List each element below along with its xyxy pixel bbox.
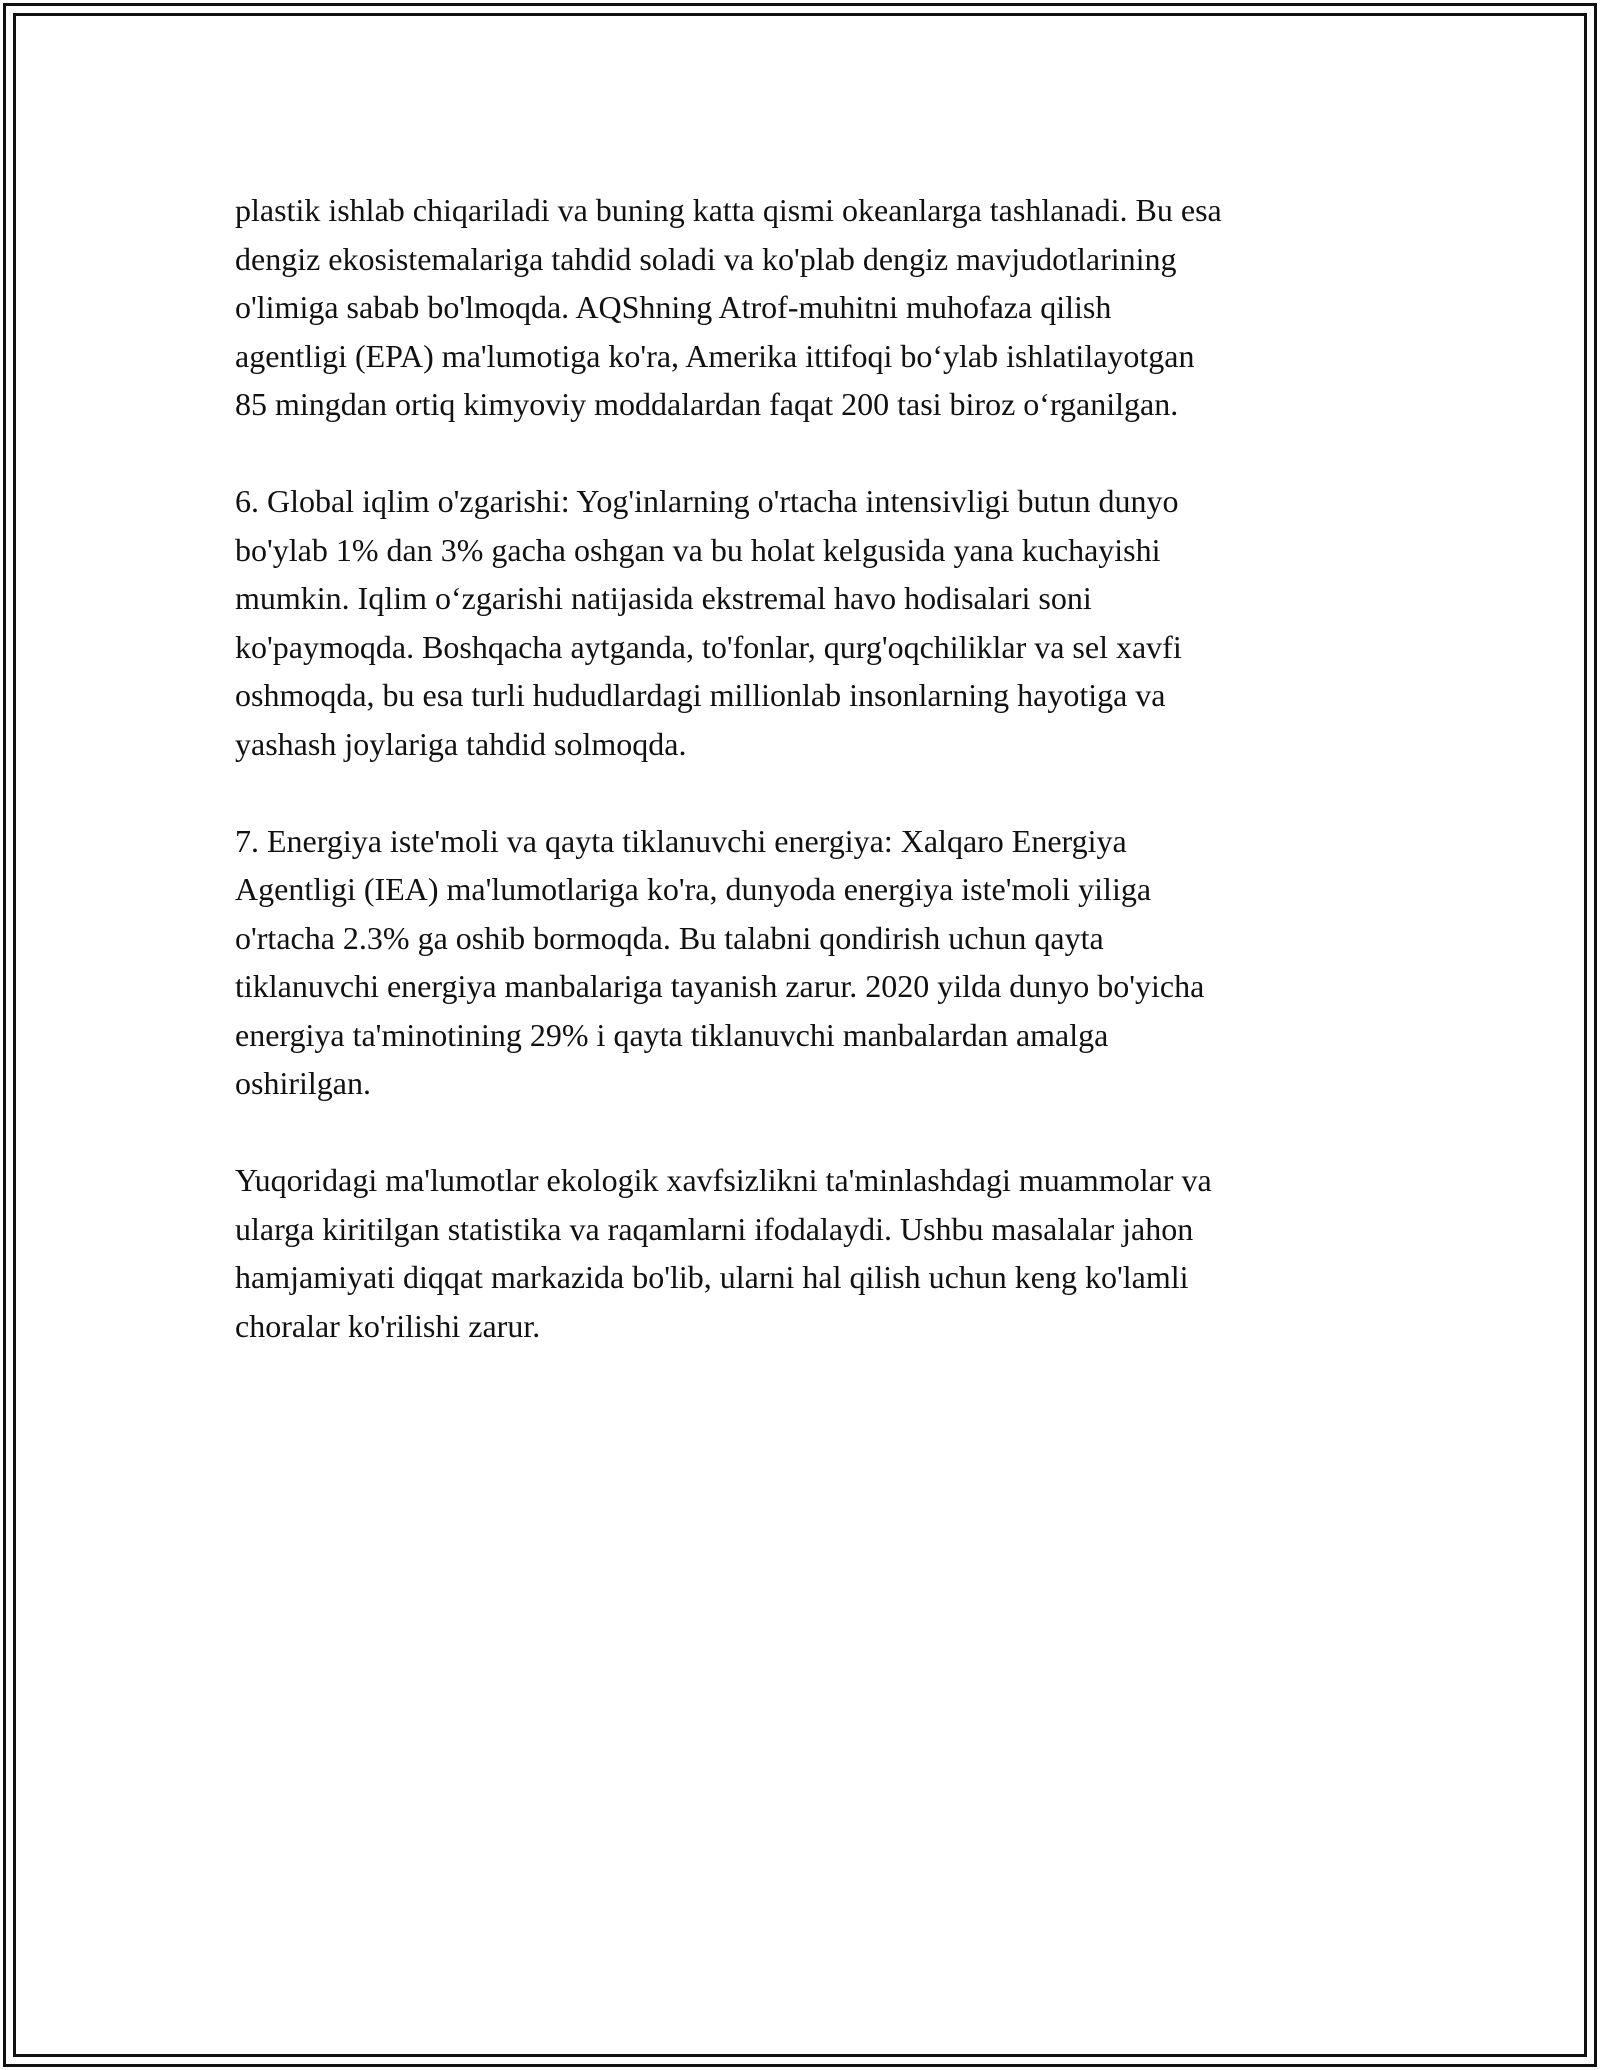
paragraph-plastic-continuation: plastik ishlab chiqariladi va buning katta qismi okeanlarga tashlanadi. Bu esa dengiz ekosistemalariga tahdid soladi va ko'plab dengiz mavjudotlarining o'limiga sabab bo'lmoqda. AQShning Atrof-muhitni muhofaza qilish agentligi (EPA) ma'lumotiga ko'ra, Amerika ittifoqi bo‘ylab ishlatilayotgan 85 mingdan ortiq kimyoviy moddalardan faqat 200 tasi biroz o‘rganilgan. xyxy=(235,192,1222,422)
document-body xyxy=(235,186,1385,1399)
paragraph-conclusion: Yuqoridagi ma'lumotlar ekologik xavfsizlikni ta'minlashdagi muammolar va ularga kiritilgan statistika va raqamlarni ifodalaydi. Ushbu masalalar jahon hamjamiyati diqqat markazida bo'lib, ularni hal qilish uchun keng ko'lamli choralar ko'rilishi zarur. xyxy=(235,1162,1212,1344)
paragraph-energy: 7. Energiya iste'moli va qayta tiklanuvchi energiya: Xalqaro Energiya Agentligi (IEA) ma'lumotlariga ko'ra, dunyoda energiya iste'moli yiliga o'rtacha 2.3% ga oshib bormoqda. Bu talabni qondirish uchun qayta tiklanuvchi energiya manbalariga tayanish zarur. 2020 yilda dunyo bo'yicha energiya ta'minotining 29% i qayta tiklanuvchi manbalardan amalga oshirilgan. xyxy=(235,822,1205,1101)
paragraph-climate-change: 6. Global iqlim o'zgarishi: Yog'inlarning o'rtacha intensivligi butun dunyo bo'ylab 1% dan 3% gacha oshgan va bu holat kelgusida yana kuchayishi mumkin. Iqlim o‘zgarishi natijasida ekstremal havo hodisalari soni ko'paymoqda. Boshqacha aytganda, to'fonlar, qurg'oqchiliklar va sel xavfi oshmoqda, bu esa turli hududlardagi millionlab insonlarning hayotiga va yashash joylariga tahdid solmoqda. xyxy=(235,483,1182,762)
